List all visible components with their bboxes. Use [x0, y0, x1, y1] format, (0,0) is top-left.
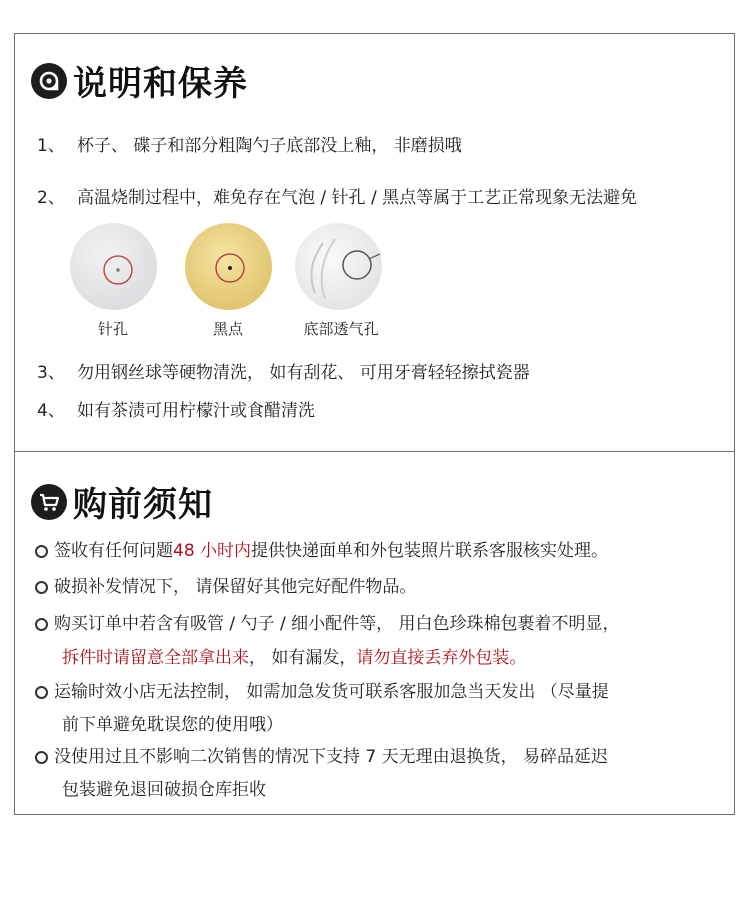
notice-panel [14, 451, 735, 815]
notice-item-5 [35, 742, 608, 767]
notice-text: 运输时效小店无法控制， 如需加急发货可联系客服加急当天发出 （尽量提 [54, 682, 609, 702]
notice-text: 破损补发情况下， 请保留好其他完好配件物品。 [54, 577, 417, 597]
care-panel [14, 33, 735, 452]
care-item-text: 如有茶渍可用柠檬汁或食醋清洗 [77, 401, 315, 421]
caption-vent-hole: 底部透气孔 [303, 320, 379, 338]
caption-black-dot: 黑点 [212, 320, 243, 338]
bullet-ring-icon [35, 751, 48, 764]
notice-text: ， 如有漏发， [249, 648, 357, 668]
care-item-text: 高温烧制过程中，难免存在气泡 / 针孔 / 黑点等属于工艺正常现象无法避免 [77, 188, 638, 208]
care-item-number: 3、 [37, 363, 65, 383]
notice-item-4 [35, 677, 609, 702]
care-item-1 [37, 131, 462, 156]
bullet-ring-icon [35, 618, 48, 631]
shopping-cart-icon [31, 484, 67, 520]
notice-item-1 [35, 536, 608, 561]
vent-hole-photo [295, 223, 382, 310]
notice-text: 签收有任何问题 [54, 541, 173, 561]
care-item-number: 4、 [37, 401, 65, 421]
care-item-3 [37, 358, 530, 383]
notice-item-4-continuation: 前下单避免耽误您的使用哦） [62, 715, 283, 735]
notice-item-3-continuation [62, 643, 526, 668]
care-item-text: 勿用钢丝球等硬物清洗， 如有刮花、 可用牙膏轻轻擦拭瓷器 [77, 363, 530, 383]
notice-title: 购前须知 [73, 485, 213, 525]
info-badge-icon [31, 63, 67, 99]
notice-highlight: 请勿直接丢弃外包装。 [356, 648, 527, 668]
bullet-ring-icon [35, 581, 48, 594]
notice-text: 没使用过且不影响二次销售的情况下支持 7 天无理由退换货， 易碎品延迟 [54, 747, 609, 767]
care-item-2 [37, 183, 637, 208]
care-title: 说明和保养 [73, 64, 248, 104]
caption-pinhole: 针孔 [97, 320, 128, 338]
notice-item-3 [35, 609, 619, 634]
bullet-ring-icon [35, 545, 48, 558]
care-item-number: 1、 [37, 136, 65, 156]
black-dot-photo [185, 223, 272, 310]
notice-item-2 [35, 572, 416, 597]
notice-highlight: 拆件时请留意全部拿出来 [62, 648, 249, 668]
pinhole-photo [70, 223, 157, 310]
care-item-number: 2、 [37, 188, 65, 208]
notice-text: 购买订单中若含有吸管 / 勺子 / 细小配件等， 用白色珍珠棉包裹着不明显， [54, 614, 620, 634]
notice-highlight: 48 小时内 [173, 541, 252, 561]
bullet-ring-icon [35, 686, 48, 699]
notice-item-5-continuation: 包装避免退回破损仓库拒收 [62, 780, 266, 800]
notice-text: 提供快递面单和外包装照片联系客服核实处理。 [251, 541, 609, 561]
care-heading [31, 56, 248, 105]
care-item-text: 杯子、 碟子和部分粗陶勺子底部没上釉， 非磨损哦 [77, 136, 462, 156]
care-item-4 [37, 396, 315, 421]
notice-heading [31, 477, 213, 526]
